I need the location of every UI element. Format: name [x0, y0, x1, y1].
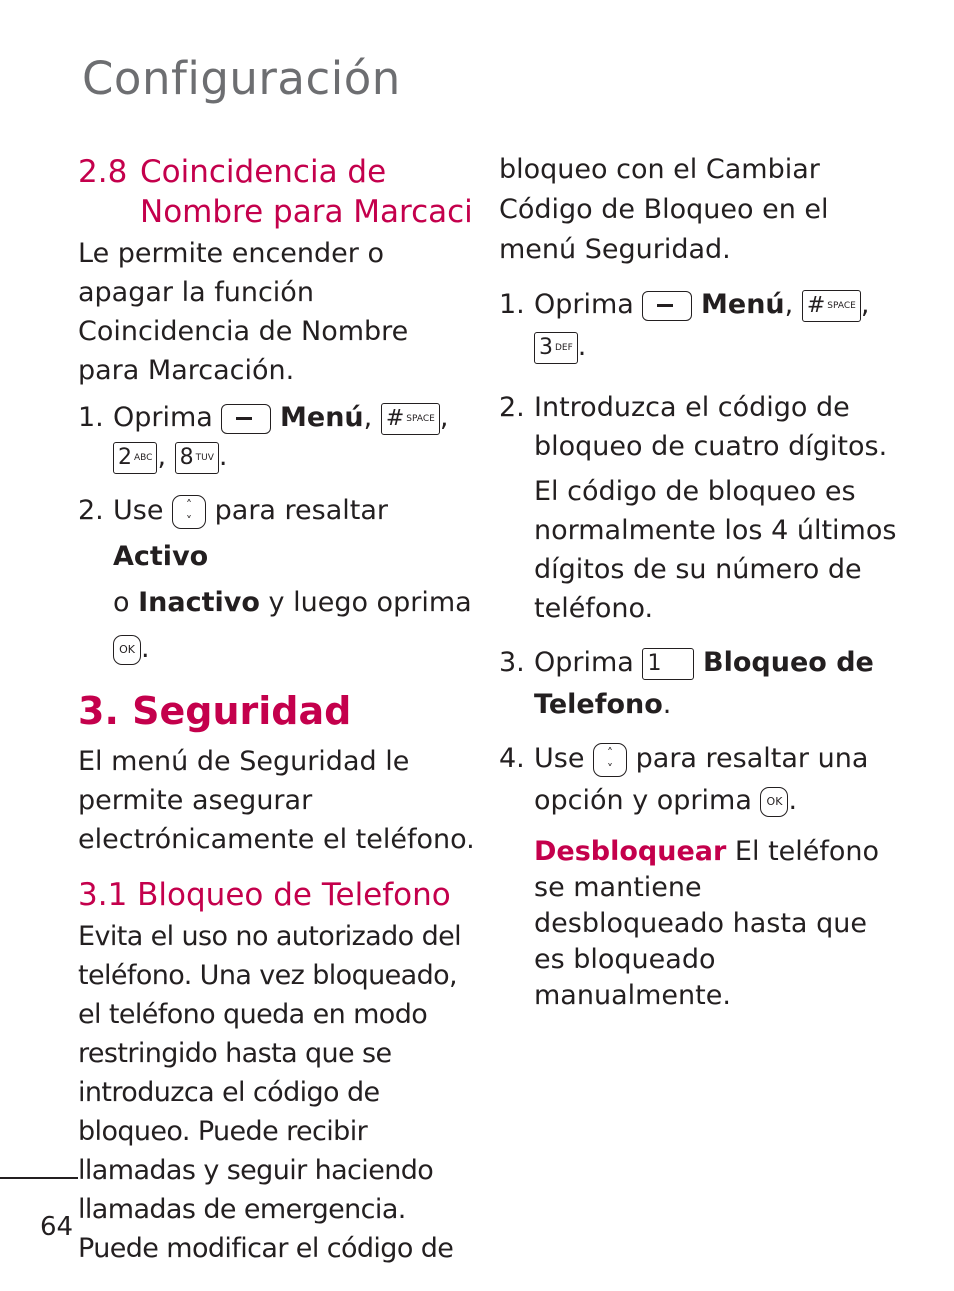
- step-use: Use: [113, 495, 164, 526]
- left-softkey-icon: [221, 404, 271, 434]
- step-number: 2.: [499, 392, 525, 423]
- key-8-icon: 8 TUV: [175, 442, 219, 474]
- section-number: 2.8: [78, 154, 128, 190]
- step-mid: para resaltar una opción y oprima: [534, 743, 869, 816]
- key-2-icon: 2 ABC: [113, 442, 157, 474]
- ok-key-icon: OK: [760, 787, 788, 817]
- right-intro: bloqueo con el Cambiar Código de Bloqueo en el menú Seguridad.: [499, 154, 829, 265]
- step-use: Use: [534, 743, 585, 774]
- step-number: 4.: [499, 743, 525, 774]
- left-step-1: 1. Oprima Menú, # SPACE , 2 ABC , 8 TUV .: [78, 398, 478, 476]
- right-step-1: 1. Oprima Menú, # SPACE , 3 DEF .: [499, 284, 899, 368]
- right-step-2: [499, 388, 899, 466]
- step-mid: para resaltar: [214, 495, 389, 526]
- desbloquear-description: [499, 834, 899, 1014]
- left-step-2: 2. Use ˄ ˅ para resaltar Activo o Inactivo y luego oprima OK .: [78, 488, 478, 672]
- hash-space-key-icon: # SPACE: [381, 403, 440, 435]
- step-text: Oprima: [113, 402, 213, 433]
- section-title-line2: Nombre para Marcaci: [140, 194, 473, 230]
- right-column: [499, 150, 899, 1014]
- section-title-line1: Coincidencia de: [140, 154, 387, 190]
- left-softkey-icon: [642, 291, 692, 321]
- desbloquear-text: El teléfono se mantiene desbloqueado hasta que es bloqueado manualmente.: [534, 836, 880, 1011]
- desbloquear-label: Desbloquear: [534, 836, 727, 867]
- section-3-1-heading: 3.1 Bloqueo de Telefono: [78, 877, 451, 913]
- section-3-body: El menú de Seguridad le permite asegurar electrónicamente el teléfono.: [78, 746, 475, 855]
- step-text: Introduzca el código de bloqueo de cuatro dígitos.: [534, 392, 888, 462]
- key-1-icon: 1: [642, 648, 694, 680]
- right-step-3: 3. Oprima 1 Bloqueo de Telefono.: [499, 642, 899, 726]
- step-text: Oprima: [534, 289, 634, 320]
- ok-key-icon: OK: [113, 635, 141, 665]
- step-number: 1.: [499, 289, 525, 320]
- word-o: o: [113, 587, 130, 618]
- footer-rule: [0, 1177, 78, 1179]
- hash-space-key-icon: # SPACE: [802, 290, 861, 322]
- page-title: Configuración: [82, 52, 401, 105]
- step-number: 1.: [78, 402, 104, 433]
- nav-key-icon: ˄ ˅: [172, 495, 206, 529]
- step-text: Oprima: [534, 647, 634, 678]
- section-2-8-heading: [78, 152, 478, 232]
- key-3-icon: 3 DEF: [534, 332, 578, 364]
- option-activo: Activo: [113, 541, 209, 572]
- step-end: y luego oprima: [268, 587, 472, 618]
- left-column: [78, 152, 478, 1268]
- step-number: 2.: [78, 495, 104, 526]
- bloqueo-option: Bloqueo de Telefono: [534, 647, 874, 720]
- page-number: 64: [40, 1212, 74, 1242]
- step-2-note: El código de bloqueo es normalmente los 4 últimos dígitos de su número de teléfono.: [534, 476, 897, 624]
- menu-label: Menú: [701, 289, 785, 320]
- step-number: 3.: [499, 647, 525, 678]
- section-2-8-body: Le permite encender o apagar la función Coincidencia de Nombre para Marcación.: [78, 238, 409, 386]
- nav-key-icon: ˄ ˅: [593, 743, 627, 777]
- section-3-heading: 3. Seguridad: [78, 689, 352, 733]
- option-inactivo: Inactivo: [138, 587, 260, 618]
- menu-label: Menú: [280, 402, 364, 433]
- right-step-4: 4. Use ˄ ˅ para resaltar una opción y oprima OK .: [499, 738, 899, 822]
- section-3-1-body: Evita el uso no autorizado del teléfono. Una vez bloqueado, el teléfono queda en modo restringido hasta que se introduzca el código de bloqueo. Puede recibir llamadas y seguir haciendo llamadas de emergencia. Puede modificar el código de: [78, 921, 462, 1264]
